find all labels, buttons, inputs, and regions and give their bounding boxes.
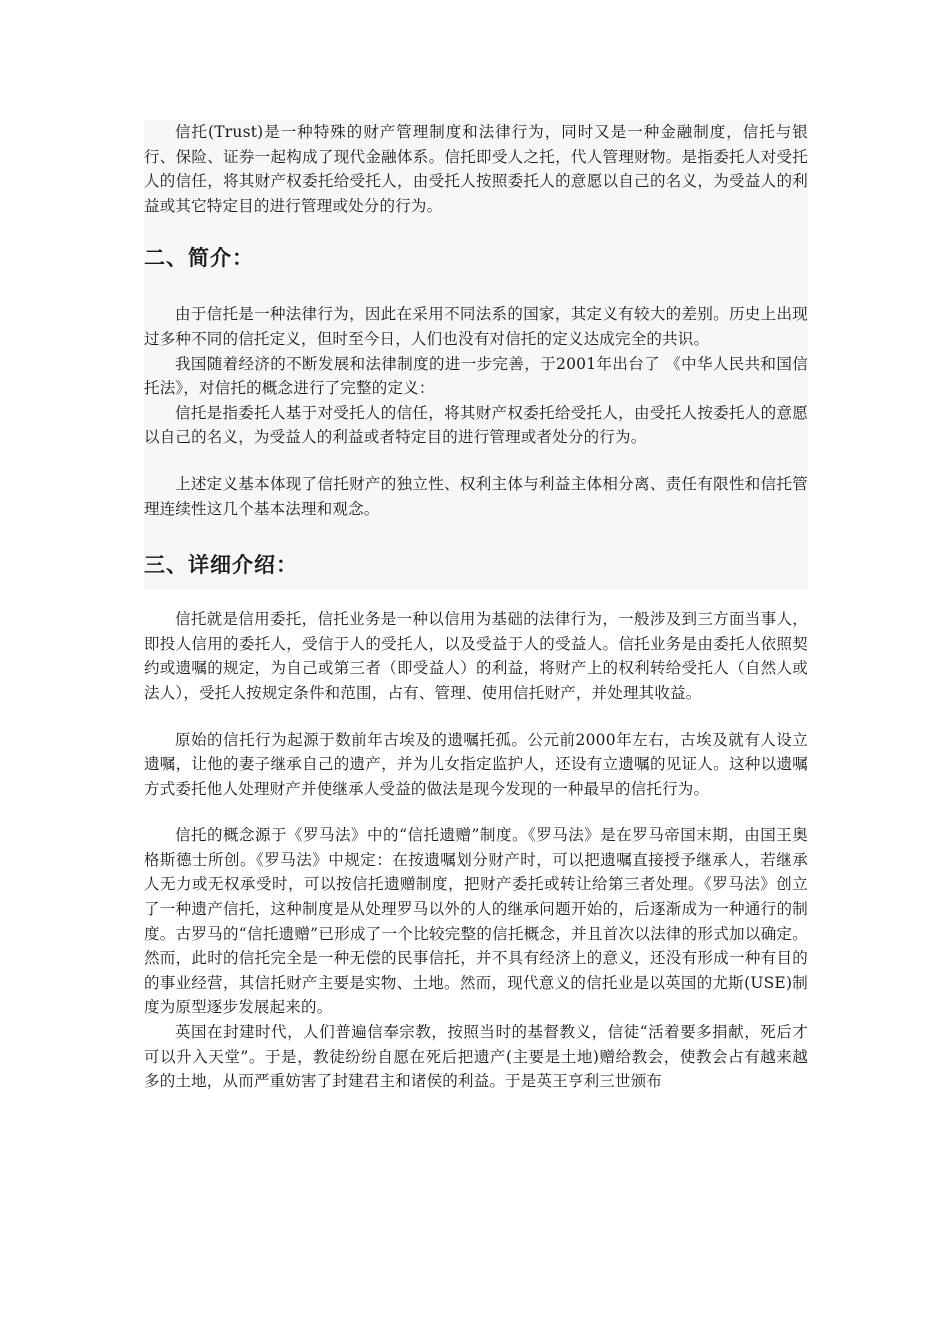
section-3-heading: 三、详细介绍： bbox=[144, 553, 298, 578]
section-3-body bbox=[144, 607, 808, 1094]
section-3-paragraph-3: 信托的概念源于《罗马法》中的“信托遗赠”制度。《罗马法》是在罗马帝国末期，由国王奥格斯德士所创。《罗马法》中规定：在按遗嘱划分财产时，可以把遗嘱直接授予继承人，若继承人无力或无权承受时，可以按信托遗赠制度，把财产委托或转让给第三者处理。《罗马法》创立了一种遗产信托，这种制度是从处理罗马以外的人的继承问题开始的，后逐渐成为一种通行的制度。古罗马的“信托遗赠”已形成了一个比较完整的信托概念，并且首次以法律的形式加以确定。然而，此时的信托完全是一种无偿的民事信托，并不具有经济上的意义，还没有形成一种有目的的事业经营，其信托财产主要是实物、土地。然而，现代意义的信托业是以英国的尤斯(USE)制度为原型逐步发展起来的。 bbox=[144, 826, 808, 1017]
section-3-paragraph-2: 原始的信托行为起源于数前年古埃及的遗嘱托孤。公元前2000年左右，古埃及就有人设立遗嘱，让他的妻子继承自己的遗产，并为儿女指定监护人，还设有立遗嘱的见证人。这种以遗嘱方式委托他人处理财产并使继承人受益的做法是现今发现的一种最早的信托行为。 bbox=[144, 730, 808, 798]
section-3-paragraph-1: 信托就是信用委托，信托业务是一种以信用为基础的法律行为，一般涉及到三方面当事人，即投人信用的委托人，受信于人的受托人，以及受益于人的受益人。信托业务是由委托人依照契约或遗嘱的规定，为自己或第三者（即受益人）的利益，将财产上的权利转给受托人（自然人或法人），受托人按规定条件和范围，占有、管理、使用信托财产，并处理其收益。 bbox=[144, 610, 808, 702]
section-2-paragraph-3: 信托是指委托人基于对受托人的信任，将其财产权委托给受托人，由受托人按委托人的意愿以自己的名义，为受益人的利益或者特定目的进行管理或者处分的行为。 bbox=[144, 403, 808, 447]
section-2-body bbox=[144, 302, 808, 521]
intro-paragraph: 信托(Trust)是一种特殊的财产管理制度和法律行为，同时又是一种金融制度，信托与银行、保险、证券一起构成了现代金融体系。信托即受人之托，代人管理财物。是指委托人对受托人的信任，将其财产权委托给受托人，由受托人按照委托人的意愿以自己的名义，为受益人的利益或其它特定目的进行管理或处分的行为。 bbox=[144, 123, 808, 215]
section-2-heading-block bbox=[144, 244, 808, 272]
section-2-paragraph-2: 我国随着经济的不断发展和法律制度的进一步完善，于2001年出台了 《中华人民共和国信托法》，对信托的概念进行了完整的定义： bbox=[144, 354, 808, 398]
section-3-heading-block bbox=[144, 551, 808, 589]
document-page bbox=[144, 120, 808, 1094]
section-2-paragraph-4: 上述定义基本体现了信托财产的独立性、权利主体与利益主体相分离、责任有限性和信托管理连续性这几个基本法理和观念。 bbox=[144, 474, 808, 518]
section-3-paragraph-4: 英国在封建时代，人们普遍信奉宗教，按照当时的基督教义，信徒“活着要多捐献，死后才可以升入天堂”。于是，教徒纷纷自愿在死后把遗产(主要是土地)赠给教会，使教会占有越来越多的土地，从而严重妨害了封建君主和诸侯的利益。于是英王亨利三世颁布 bbox=[144, 1023, 808, 1091]
section-2-heading: 二、简介： bbox=[144, 246, 254, 271]
section-2-paragraph-1: 由于信托是一种法律行为，因此在采用不同法系的国家，其定义有较大的差别。历史上出现过多种不同的信托定义，但时至今日，人们也没有对信托的定义达成完全的共识。 bbox=[144, 305, 808, 348]
intro-block bbox=[144, 120, 808, 218]
